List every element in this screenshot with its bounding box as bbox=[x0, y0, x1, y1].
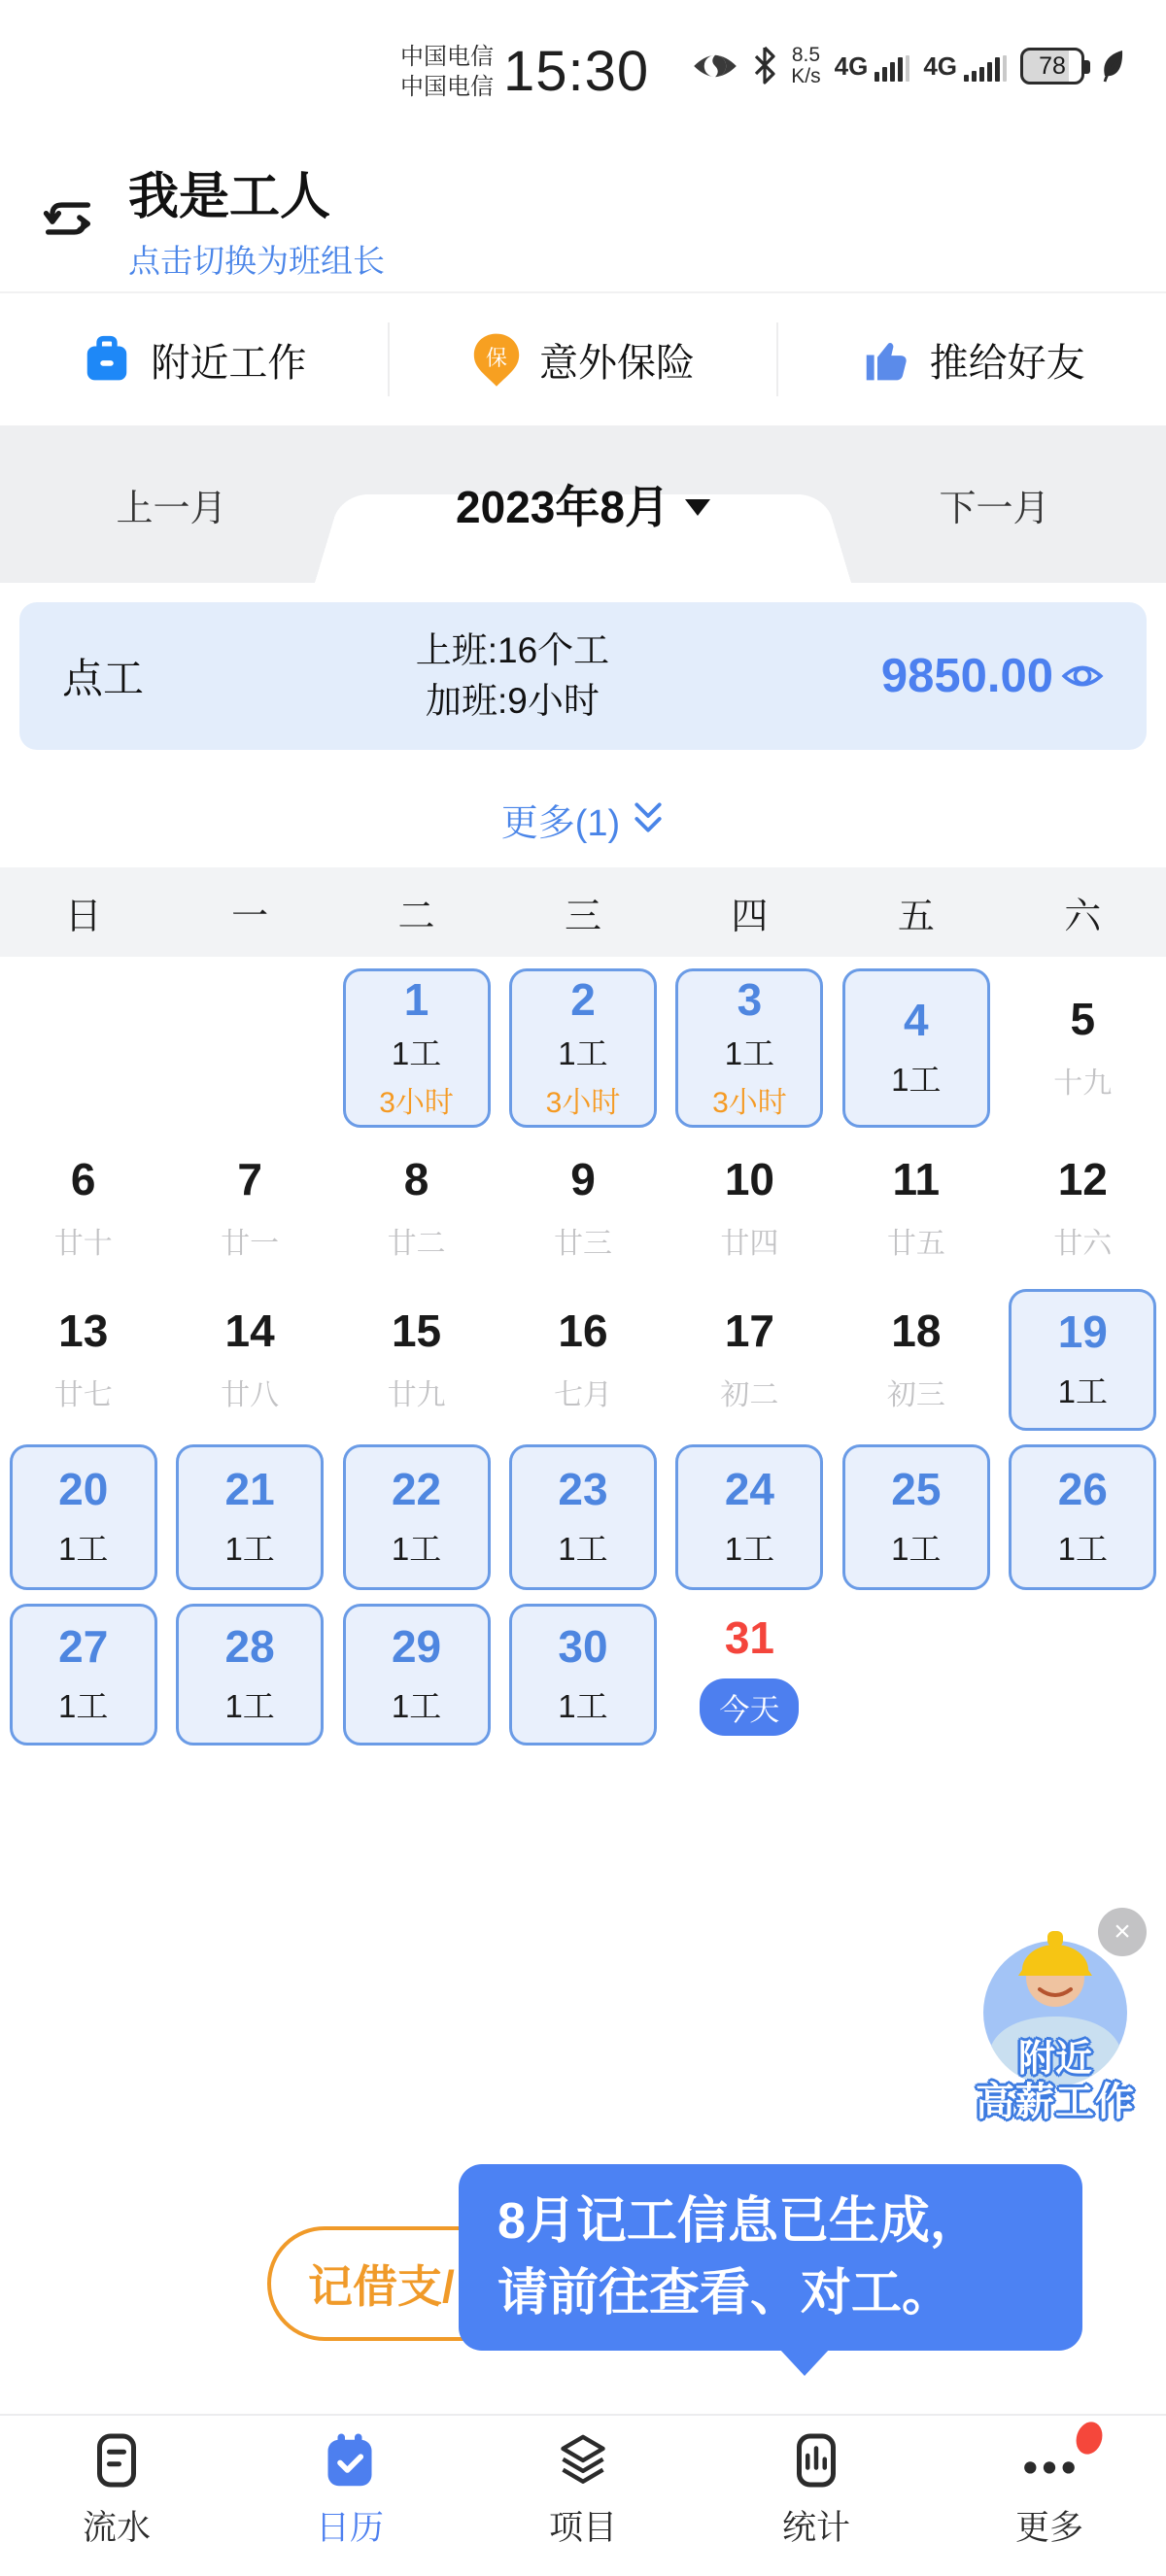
next-month-button[interactable]: 下一月 bbox=[939, 488, 1050, 529]
amount-value: 9850.00 bbox=[880, 650, 1053, 702]
today-badge: 今天 bbox=[700, 1678, 799, 1736]
nav-item-stats[interactable]: 统计 bbox=[700, 2416, 933, 2576]
shortcut-label: 推给好友 bbox=[929, 341, 1085, 385]
calendar-day-22[interactable]: 22 1工 bbox=[343, 1444, 491, 1590]
calendar-day-15[interactable]: 15 廿九 bbox=[387, 1305, 446, 1412]
calendar-day-30[interactable]: 30 1工 bbox=[509, 1604, 657, 1746]
signal-bars-icon-2: 4G bbox=[923, 51, 1007, 82]
status-bar bbox=[0, 0, 1166, 146]
network-speed: 8.5 K/s bbox=[791, 44, 821, 87]
monthly-report-tooltip[interactable] bbox=[459, 2164, 1082, 2351]
svg-text:保: 保 bbox=[486, 345, 507, 370]
calendar-day-12[interactable]: 12 廿六 bbox=[1053, 1153, 1113, 1261]
tooltip-line2: 请前往查看、对工。 bbox=[497, 2265, 953, 2322]
work-summary-lines bbox=[144, 626, 881, 727]
ledger-icon bbox=[86, 2429, 148, 2491]
prev-month-button[interactable]: 上一月 bbox=[116, 488, 227, 529]
calendar-day-19[interactable]: 19 1工 bbox=[1009, 1289, 1156, 1431]
promo-line1: 附近 bbox=[1017, 2039, 1092, 2080]
insurance-badge-icon bbox=[471, 331, 522, 388]
bar-chart-icon bbox=[785, 2429, 847, 2491]
calendar-day-7[interactable]: 7 廿一 bbox=[221, 1153, 280, 1261]
shortcut-label: 意外保险 bbox=[539, 341, 695, 385]
calendar-day-10[interactable]: 10 廿四 bbox=[720, 1153, 779, 1261]
amount-block bbox=[881, 649, 1104, 703]
layers-icon bbox=[552, 2429, 614, 2491]
month-row bbox=[0, 425, 1166, 583]
calendar-day-2[interactable]: 2 1工 3小时 bbox=[509, 968, 657, 1128]
calendar-day-21[interactable]: 21 1工 bbox=[176, 1444, 324, 1590]
weekday-label-4: 四 bbox=[731, 896, 769, 937]
bluetooth-icon bbox=[752, 46, 777, 86]
shortcut-accident-insurance[interactable] bbox=[390, 331, 777, 388]
bottom-nav bbox=[0, 2414, 1166, 2576]
calendar-day-28[interactable]: 28 1工 bbox=[176, 1604, 324, 1746]
calendar-day-20[interactable]: 20 1工 bbox=[10, 1444, 157, 1590]
nav-item-projects[interactable]: 项目 bbox=[466, 2416, 700, 2576]
calendar-day-16[interactable]: 16 七月 bbox=[553, 1305, 612, 1412]
thumbs-up-icon bbox=[860, 333, 912, 386]
calendar-day-27[interactable]: 27 1工 bbox=[10, 1604, 157, 1746]
calendar-icon bbox=[319, 2429, 381, 2491]
weekday-label-3: 三 bbox=[564, 896, 601, 937]
more-label: 更多(1) bbox=[500, 802, 621, 844]
work-summary-card[interactable] bbox=[19, 602, 1147, 750]
calendar-day-6[interactable]: 6 廿十 bbox=[53, 1153, 113, 1261]
nav-item-ledger[interactable]: 流水 bbox=[0, 2416, 233, 2576]
calendar-day-23[interactable]: 23 1工 bbox=[509, 1444, 657, 1590]
overtime-line: 加班:9小时 bbox=[426, 681, 600, 721]
calendar-day-9[interactable]: 9 廿三 bbox=[553, 1153, 612, 1261]
calendar-day-1[interactable]: 1 1工 3小时 bbox=[343, 968, 491, 1128]
caret-down-icon bbox=[685, 499, 710, 516]
weekday-label-6: 六 bbox=[1064, 896, 1102, 937]
calendar-day-4[interactable]: 4 1工 bbox=[842, 968, 990, 1128]
weekday-label-5: 五 bbox=[897, 896, 935, 937]
work-days-line: 上班:16个工 bbox=[415, 630, 610, 670]
month-selector-bar bbox=[0, 425, 1166, 583]
calendar-day-31[interactable]: 31 今天 bbox=[700, 1613, 799, 1736]
switch-role-link[interactable]: 点击切换为班组长 bbox=[128, 243, 385, 279]
battery-indicator: 78 bbox=[1020, 48, 1084, 85]
calendar-day-5[interactable]: 5 十九 bbox=[1053, 993, 1113, 1101]
more-expander[interactable] bbox=[0, 777, 1166, 861]
record-borrow-button[interactable]: 记借支/ bbox=[267, 2226, 568, 2341]
nav-item-calendar[interactable]: 日历 bbox=[233, 2416, 466, 2576]
calendar-day-25[interactable]: 25 1工 bbox=[842, 1444, 990, 1590]
weekday-row bbox=[0, 867, 1166, 957]
weekday-label-2: 二 bbox=[397, 896, 435, 937]
calendar-empty-cell bbox=[0, 962, 166, 1135]
calendar-day-3[interactable]: 3 1工 3小时 bbox=[675, 968, 823, 1128]
calendar-day-24[interactable]: 24 1工 bbox=[675, 1444, 823, 1590]
calendar-day-11[interactable]: 11 廿五 bbox=[886, 1153, 945, 1261]
calendar-day-13[interactable]: 13 廿七 bbox=[53, 1305, 113, 1412]
page-title: 我是工人 bbox=[128, 169, 331, 225]
shortcut-label: 附近工作 bbox=[151, 341, 307, 385]
current-month-dropdown[interactable]: 2023年8月 bbox=[343, 472, 823, 536]
eye-toggle-icon[interactable] bbox=[1061, 659, 1104, 694]
double-chevron-down-icon bbox=[632, 800, 665, 837]
nav-item-more[interactable]: 更多 bbox=[933, 2416, 1166, 2576]
nearby-jobs-promo[interactable] bbox=[958, 1900, 1152, 2123]
carrier-labels bbox=[400, 42, 494, 102]
app-header bbox=[0, 146, 1166, 293]
signal-bars-icon-1: 4G bbox=[835, 51, 910, 82]
carrier-2: 中国电信 bbox=[400, 73, 494, 100]
promo-line2: 高薪工作 bbox=[976, 2081, 1135, 2123]
calendar-day-26[interactable]: 26 1工 bbox=[1009, 1444, 1156, 1590]
shortcut-nearby-jobs[interactable] bbox=[0, 332, 388, 388]
calendar-day-14[interactable]: 14 廿八 bbox=[221, 1305, 280, 1412]
header-text bbox=[128, 155, 385, 282]
role-swap-icon[interactable] bbox=[39, 187, 101, 250]
carrier-1: 中国电信 bbox=[400, 43, 494, 70]
shortcut-recommend-friend[interactable] bbox=[778, 332, 1166, 388]
more-dots-icon bbox=[1018, 2429, 1080, 2491]
calendar-day-17[interactable]: 17 初二 bbox=[720, 1305, 779, 1412]
briefcase-icon bbox=[81, 333, 133, 386]
tooltip-line1: 8月记工信息已生成， bbox=[497, 2193, 980, 2250]
status-right bbox=[692, 45, 1127, 87]
power-saving-leaf-icon bbox=[1098, 47, 1127, 85]
work-type-label: 点工 bbox=[62, 656, 145, 701]
status-left bbox=[400, 39, 649, 104]
calendar-grid bbox=[0, 962, 1166, 1752]
weekday-label-0: 日 bbox=[64, 896, 102, 937]
calendar-day-18[interactable]: 18 初三 bbox=[886, 1305, 945, 1412]
weekday-label-1: 一 bbox=[231, 896, 269, 937]
calendar-empty-cell bbox=[166, 962, 332, 1135]
status-time: 15:30 bbox=[503, 40, 650, 103]
eye-protection-icon bbox=[692, 47, 738, 85]
calendar-day-29[interactable]: 29 1工 bbox=[343, 1604, 491, 1746]
calendar-day-8[interactable]: 8 廿二 bbox=[387, 1153, 446, 1261]
close-icon[interactable]: × bbox=[1098, 1908, 1147, 1956]
shortcut-row bbox=[0, 295, 1166, 424]
